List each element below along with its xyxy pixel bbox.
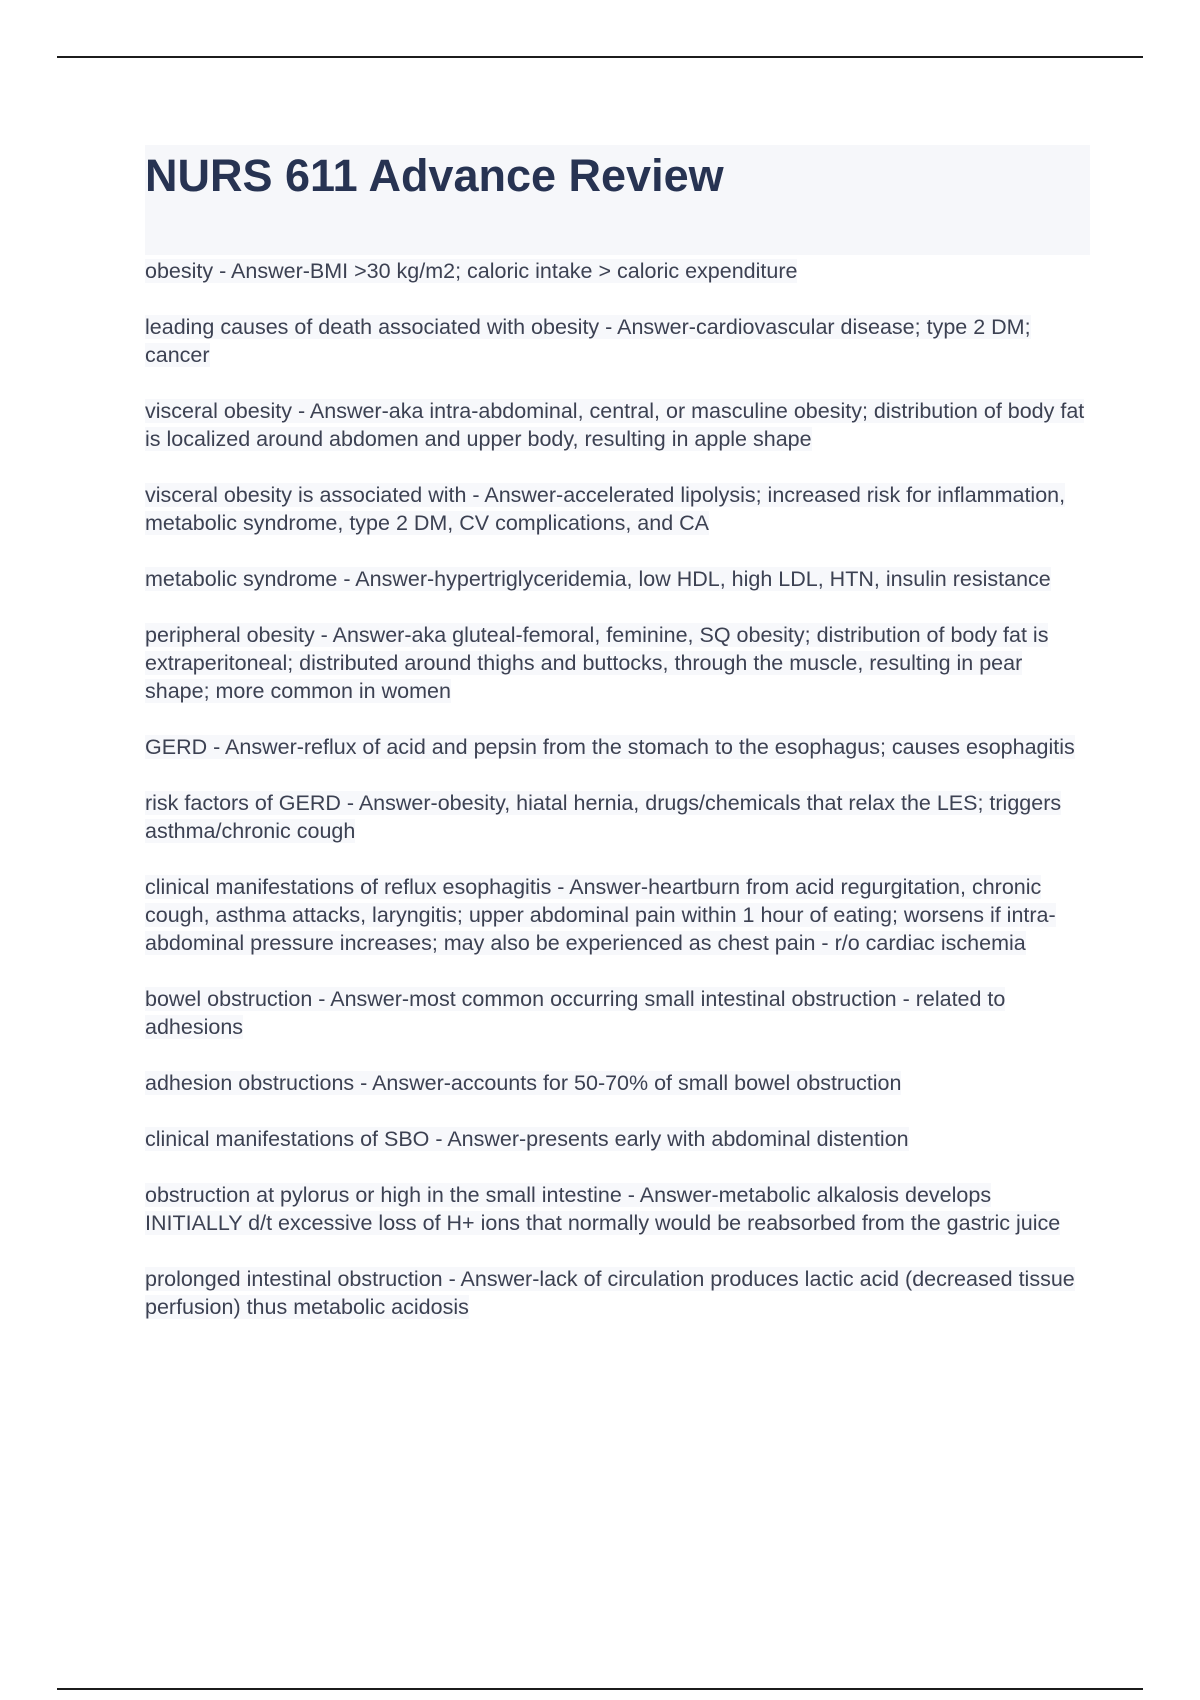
entry-text: visceral obesity - Answer-aka intra-abdominal, central, or masculine obesity; distribution of body fat is localized around abdomen and upper body, resulting in apple shape	[145, 399, 1085, 451]
top-rule	[57, 56, 1143, 58]
entry-text: prolonged intestinal obstruction - Answer-lack of circulation produces lactic acid (decreased tissue perfusion) thus metabolic acidosis	[145, 1267, 1075, 1319]
title-block	[145, 145, 1090, 255]
entry-text: visceral obesity is associated with - Answer-accelerated lipolysis; increased risk for inflammation, metabolic syndrome, type 2 DM, CV complications, and CA	[145, 483, 1066, 535]
flashcard-entry	[145, 985, 1090, 1041]
entry-text: bowel obstruction - Answer-most common occurring small intestinal obstruction - related to adhesions	[145, 987, 1006, 1039]
entry-text: metabolic syndrome - Answer-hypertriglyceridemia, low HDL, high LDL, HTN, insulin resistance	[145, 567, 1051, 591]
entry-text: leading causes of death associated with obesity - Answer-cardiovascular disease; type 2 DM; cancer	[145, 315, 1031, 367]
flashcard-entry	[145, 1125, 1090, 1153]
entry-text: risk factors of GERD - Answer-obesity, hiatal hernia, drugs/chemicals that relax the LES; triggers asthma/chronic cough	[145, 791, 1062, 843]
document-body	[145, 145, 1090, 1321]
flashcard-entry	[145, 1069, 1090, 1097]
flashcard-entry	[145, 397, 1090, 453]
flashcard-entry	[145, 873, 1090, 957]
flashcard-entry	[145, 789, 1090, 845]
flashcard-entry	[145, 565, 1090, 593]
entry-text: clinical manifestations of SBO - Answer-presents early with abdominal distention	[145, 1127, 909, 1151]
entry-text: adhesion obstructions - Answer-accounts for 50-70% of small bowel obstruction	[145, 1071, 902, 1095]
flashcard-list	[145, 257, 1090, 1321]
flashcard-entry	[145, 1181, 1090, 1237]
flashcard-entry	[145, 621, 1090, 705]
entry-text: obesity - Answer-BMI >30 kg/m2; caloric intake > caloric expenditure	[145, 259, 798, 283]
flashcard-entry	[145, 733, 1090, 761]
entry-text: GERD - Answer-reflux of acid and pepsin from the stomach to the esophagus; causes esophagitis	[145, 735, 1075, 759]
flashcard-entry	[145, 1265, 1090, 1321]
entry-text: peripheral obesity - Answer-aka gluteal-femoral, feminine, SQ obesity; distribution of body fat is extraperitoneal; distributed around thighs and buttocks, through the muscle, resulting in pear shape; more common in women	[145, 623, 1049, 703]
flashcard-entry	[145, 313, 1090, 369]
entry-text: clinical manifestations of reflux esophagitis - Answer-heartburn from acid regurgitation, chronic cough, asthma attacks, laryngitis; upper abdominal pain within 1 hour of eating; worsens if intra-abdominal pressure increases; may also be experienced as chest pain - r/o cardiac ischemia	[145, 875, 1056, 955]
flashcard-entry	[145, 481, 1090, 537]
entry-text: obstruction at pylorus or high in the small intestine - Answer-metabolic alkalosis develops INITIALLY d/t excessive loss of H+ ions that normally would be reabsorbed from the gastric juice	[145, 1183, 1061, 1235]
flashcard-entry	[145, 257, 1090, 285]
bottom-rule	[57, 1688, 1143, 1690]
page-title: NURS 611 Advance Review	[145, 150, 724, 201]
